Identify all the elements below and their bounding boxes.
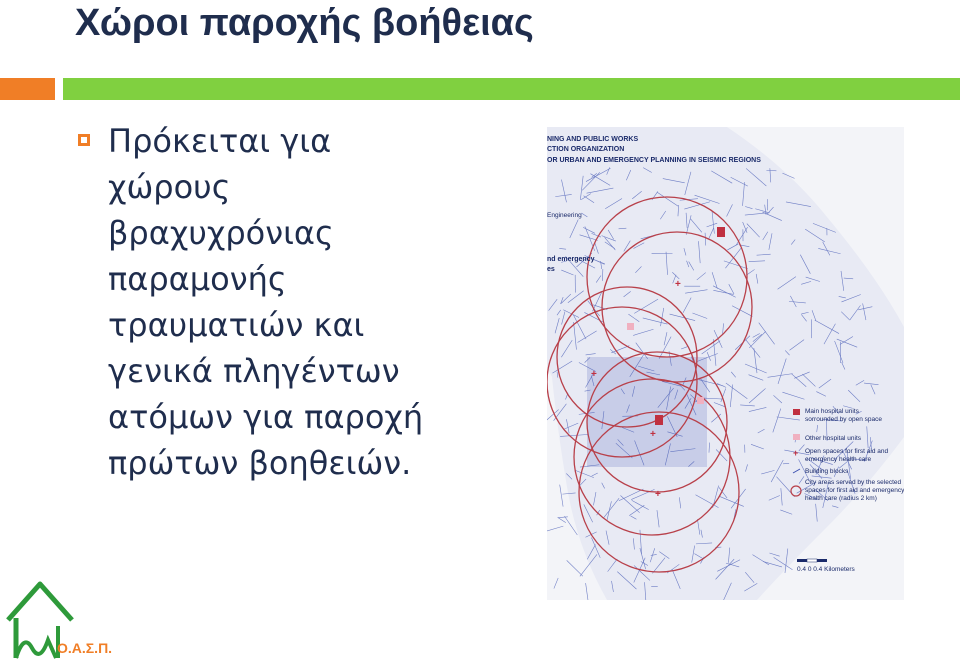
street-segment [558,517,566,522]
map-header-line: CTION ORGANIZATION [547,146,624,153]
svg-text:Open spaces for first aid and: Open spaces for first aid and [805,448,888,455]
first-aid-cross-icon: + [655,489,661,500]
hospital-other-icon [697,397,704,404]
slide-title: Χώροι παροχής βοήθειας [75,2,534,45]
street-segment [554,578,558,589]
first-aid-cross-icon: + [675,279,681,290]
svg-text:sorrounded by open space: sorrounded by open space [805,416,882,423]
map-scale-bar [797,559,856,573]
svg-text:spaces for first aid and emerg: spaces for first aid and emergency [805,487,904,494]
svg-text:Building blocks: Building blocks [805,468,849,475]
street-segment [586,583,589,600]
svg-text:Other hospital units: Other hospital units [805,435,862,442]
svg-text:emergency health care: emergency health care [805,456,872,463]
first-aid-cross-icon: + [793,448,798,458]
map-header-line: NING AND PUBLIC WORKS [547,136,638,143]
first-aid-cross-icon: + [650,429,656,440]
first-aid-cross-icon: + [591,369,597,380]
svg-text:health care (radius 2 km): health care (radius 2 km) [805,495,877,502]
map-svg [547,127,904,600]
street-segment [547,526,563,532]
hospital-other-icon [793,434,800,440]
hospital-main-icon [793,409,800,415]
street-segment [567,560,583,576]
hospital-map-image [547,127,904,600]
map-side-label: es [547,266,555,273]
map-side-label: nd emergency [547,256,595,263]
accent-bar-orange [0,78,55,100]
dense-urban-area [587,357,707,467]
hospital-main-icon [655,415,663,425]
svg-text:Main hospital units: Main hospital units [805,408,860,415]
accent-bar-green [63,78,960,100]
map-header-line: OR URBAN AND EMERGENCY PLANNING IN SEISMIC REGIONS [547,157,761,164]
hospital-main-icon [717,227,725,237]
svg-text:City areas served by the selec: City areas served by the selected [805,479,901,486]
street-segment [558,517,568,518]
logo-text: Ο.Α.Σ.Π. [57,640,112,656]
map-side-label: Engineering [547,212,582,219]
bullet-text: Πρόκειται για χώρους βραχυχρόνιας παραμονής τραυματιών και γενικά πληγέντων ατόμων για παροχή πρώτων βοηθειών. [108,118,528,486]
street-segment [560,485,563,507]
bullet-icon [78,134,90,146]
map-scale-label: 0.4 0 0.4 Kilometers [797,566,856,573]
hospital-other-icon [627,323,634,330]
